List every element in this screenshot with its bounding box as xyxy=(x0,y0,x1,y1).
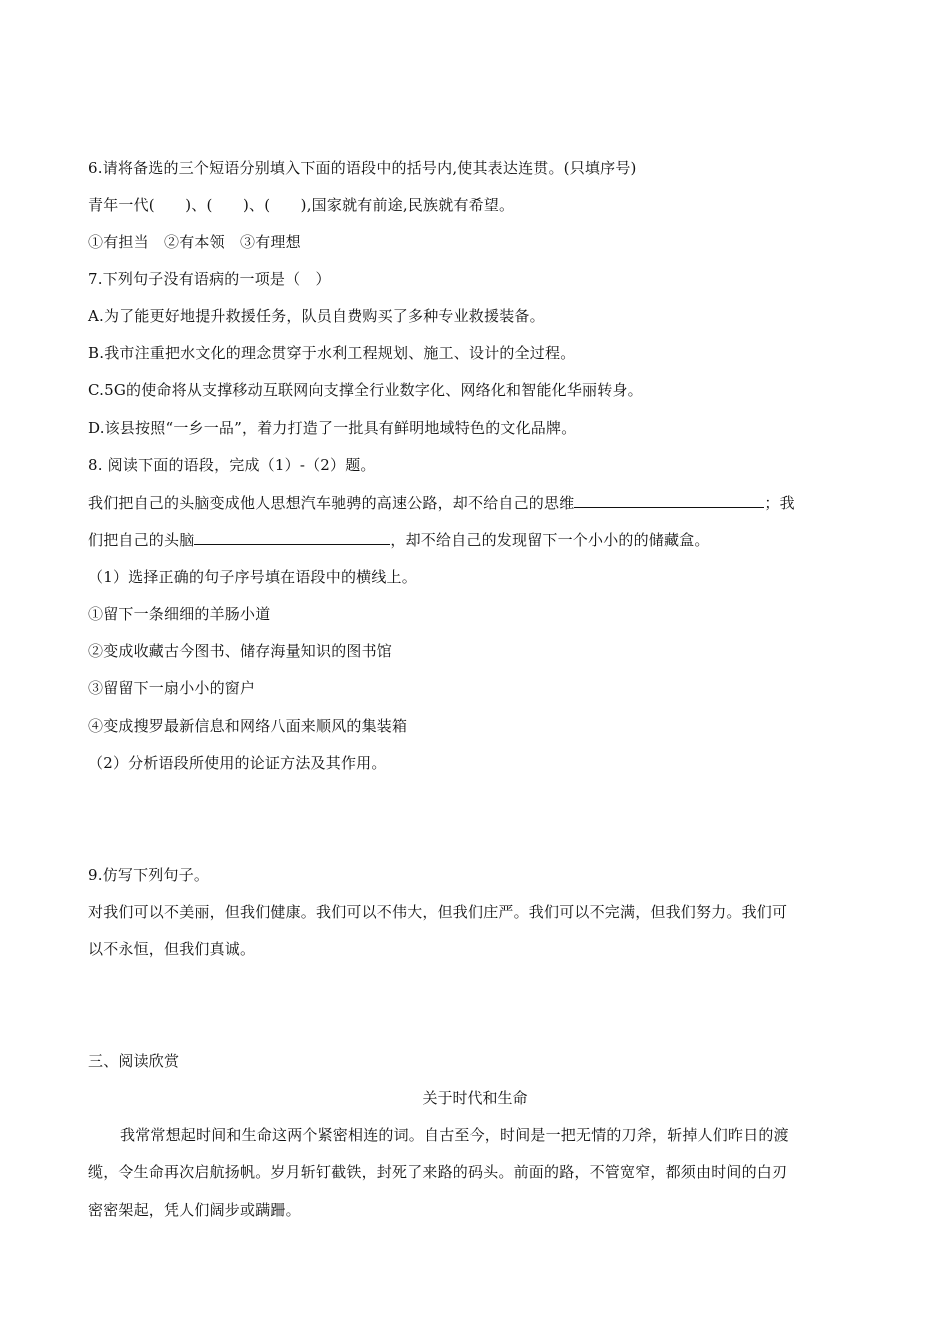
article-paragraph-line-1: 我常常想起时间和生命这两个紧密相连的词。自古至今，时间是一把无情的刀斧，斩掉人们昨日的渡 xyxy=(120,1126,789,1144)
question-8-option-3: ③留留下一扇小小的窗户 xyxy=(88,679,256,697)
question-8-prompt: 8. 阅读下面的语段，完成（1）-（2）题。 xyxy=(88,456,376,474)
section-heading: 三、阅读欣赏 xyxy=(88,1052,180,1070)
passage-text: ，却不给自己的发现留下一个小小的的储藏盒。 xyxy=(390,531,710,549)
question-8-sub-1: （1）选择正确的句子序号填在语段中的横线上。 xyxy=(88,568,417,586)
question-7-prompt: 7.下列句子没有语病的一项是（ ） xyxy=(88,270,331,288)
question-7-option-d: D.该县按照“一乡一品”，着力打造了一批具有鲜明地域特色的文化品牌。 xyxy=(88,419,577,437)
question-8-passage-line-1 xyxy=(88,492,795,513)
article-paragraph-line-2: 缆，令生命再次启航扬帆。岁月斩钉截铁，封死了来路的码头。前面的路，不管宽窄，都须由时间的白刃 xyxy=(88,1163,788,1181)
question-8-option-2: ②变成收藏古今图书、储存海量知识的图书馆 xyxy=(88,642,393,660)
question-7-option-b: B.我市注重把水文化的理念贯穿于水利工程规划、施工、设计的全过程。 xyxy=(88,344,576,362)
article-title: 关于时代和生命 xyxy=(422,1089,528,1107)
question-7-option-c: C.5G的使命将从支撑移动互联网向支撑全行业数字化、网络化和智能化华丽转身。 xyxy=(88,381,643,399)
answer-blank[interactable] xyxy=(194,529,390,545)
answer-blank[interactable] xyxy=(574,492,764,508)
question-8-sub-2: （2）分析语段所使用的论证方法及其作用。 xyxy=(88,754,387,772)
passage-text: 们把自己的头脑 xyxy=(88,531,195,549)
passage-text: ；我 xyxy=(764,494,795,512)
question-8-option-1: ①留下一条细细的羊肠小道 xyxy=(88,605,271,623)
article-paragraph-line-3: 密密架起，凭人们阔步或蹒跚。 xyxy=(88,1201,301,1219)
question-9-prompt: 9.仿写下列句子。 xyxy=(88,866,210,884)
question-9-line-1: 对我们可以不美丽，但我们健康。我们可以不伟大，但我们庄严。我们可以不完满，但我们努力。我们可 xyxy=(88,903,788,921)
question-7-option-a: A.为了能更好地提升救援任务，队员自费购买了多种专业救援装备。 xyxy=(88,307,545,325)
question-6-prompt: 6.请将备选的三个短语分别填入下面的语段中的括号内,使其表达连贯。(只填序号) xyxy=(88,159,637,177)
question-6-sentence: 青年一代( )、( )、( ),国家就有前途,民族就有希望。 xyxy=(88,196,515,214)
passage-text: 我们把自己的头脑变成他人思想汽车驰骋的高速公路，却不给自己的思维 xyxy=(88,494,575,512)
question-9-line-2: 以不永恒，但我们真诚。 xyxy=(88,940,256,958)
question-6-options: ①有担当 ②有本领 ③有理想 xyxy=(88,233,301,251)
question-8-option-4: ④变成搜罗最新信息和网络八面来顺风的集装箱 xyxy=(88,717,408,735)
question-8-passage-line-2 xyxy=(88,529,710,550)
